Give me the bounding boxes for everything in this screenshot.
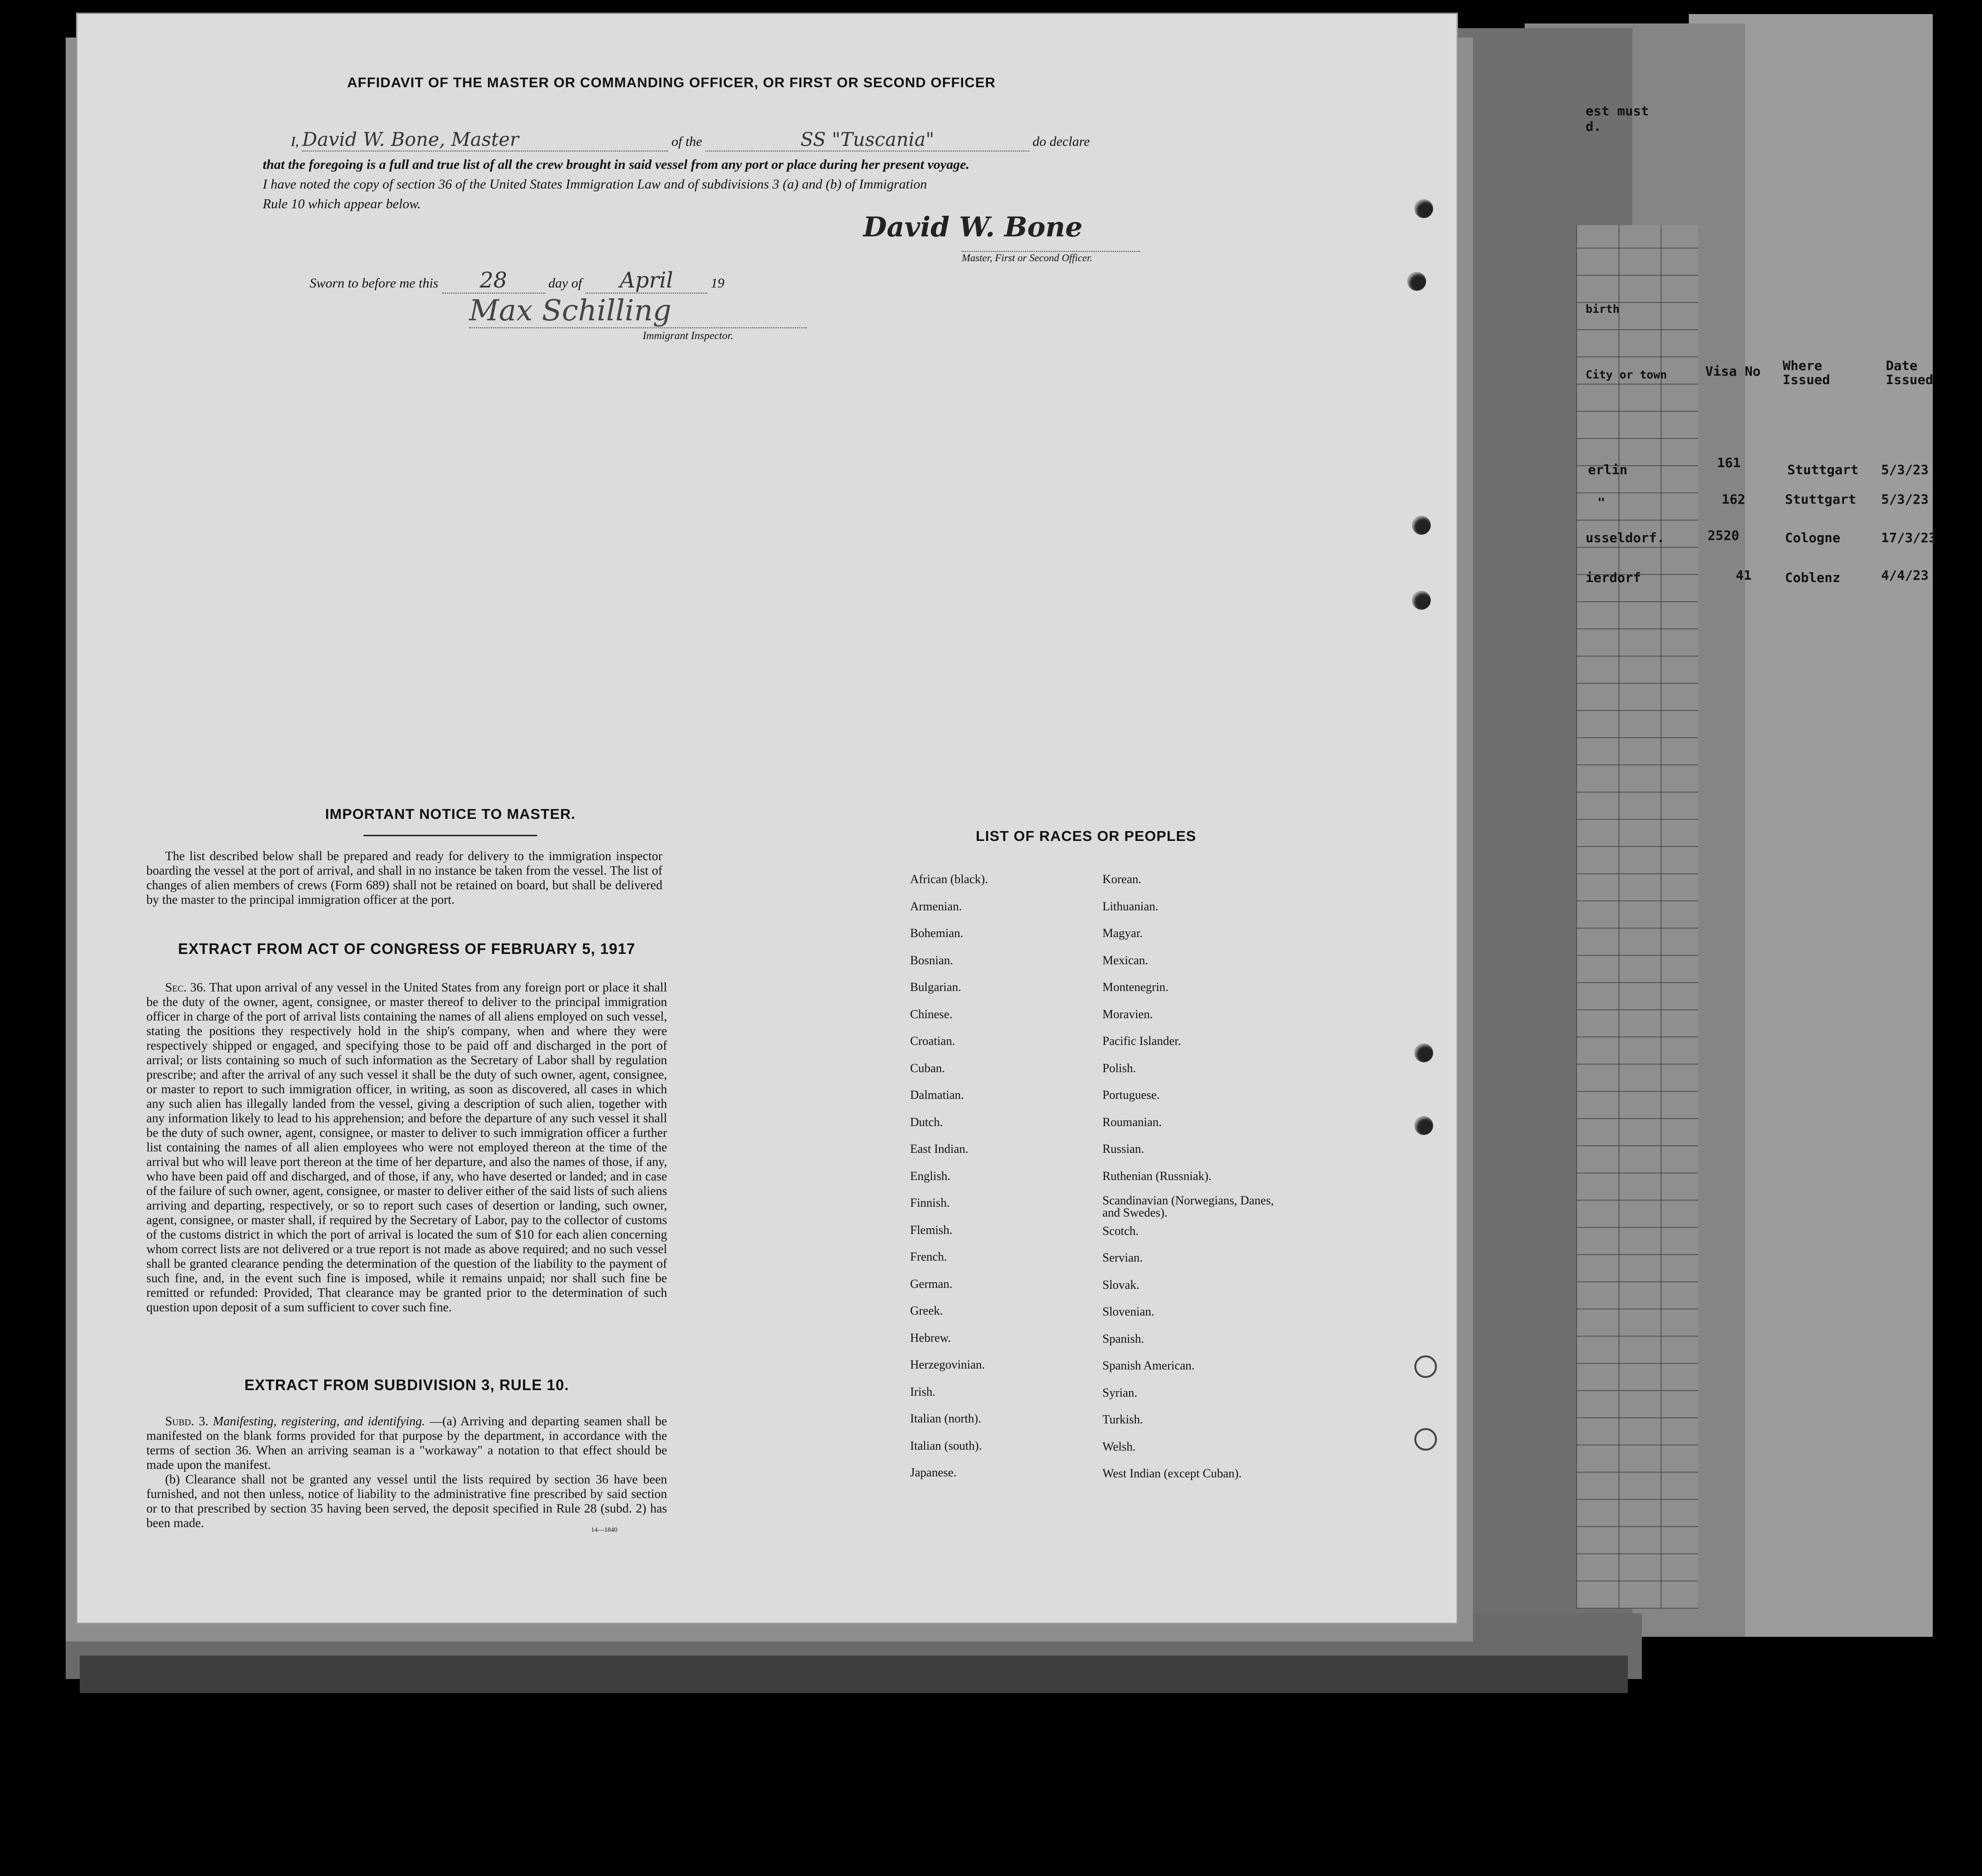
race-item: Italian (south).: [910, 1438, 982, 1452]
year-prefix: 19: [711, 276, 725, 291]
race-item: Herzegovinian.: [910, 1358, 985, 1371]
race-item: Russian.: [1102, 1142, 1144, 1156]
race-item: Mexican.: [1102, 953, 1148, 967]
note-top: est must: [1586, 103, 1649, 119]
race-item: Magyar.: [1102, 926, 1143, 940]
punch-hole: [1414, 1044, 1433, 1062]
row-where: Coblenz: [1785, 570, 1841, 585]
punch-hole: [1412, 591, 1431, 610]
race-item: Spanish.: [1102, 1331, 1144, 1346]
race-item: Bosnian.: [910, 953, 953, 967]
race-item: French.: [910, 1250, 947, 1263]
city-label: City or town: [1586, 368, 1667, 381]
race-item: Montenegrin.: [1102, 980, 1169, 994]
declarant-name: David W. Bone, Master: [302, 129, 668, 151]
table-row: [1597, 495, 1605, 510]
race-item: Finnish.: [910, 1196, 950, 1210]
inspector-caption: Immigrant Inspector.: [643, 330, 733, 341]
row-date: 5/3/23: [1881, 492, 1929, 507]
do-declare-label: do declare: [1033, 134, 1090, 149]
race-item: Bohemian.: [910, 926, 964, 940]
race-item: Korean.: [1102, 872, 1142, 886]
row-where: Cologne: [1785, 530, 1841, 545]
notice-title: IMPORTANT NOTICE TO MASTER.: [325, 806, 576, 822]
race-item: Turkish.: [1102, 1413, 1143, 1426]
race-item: Dutch.: [910, 1115, 943, 1129]
table-row: [1785, 570, 1840, 585]
sworn-label: Sworn to before me this: [310, 276, 439, 291]
race-item: Greek.: [910, 1304, 943, 1317]
table-row: [1881, 530, 1936, 545]
sworn-line: [310, 267, 873, 294]
row-date: 17/3/23: [1881, 530, 1937, 545]
table-row: [1586, 570, 1641, 585]
table-row: [1588, 462, 1627, 477]
notice-body: The list described below shall be prepared and ready for delivery to the immigration inspector boarding the vessel at the port of arrival, and shall in no instance be taken from the vessel. The list of changes of alien members of crews (Form 689) shall not be retained on board, but shall be delivered by the master to the principal immigration officer at the port.: [146, 849, 662, 907]
race-item: Roumanian.: [1102, 1115, 1162, 1129]
race-item: Spanish American.: [1102, 1359, 1195, 1372]
affidavit-line-2: I have noted the copy of section 36 of the United States Immigration Law and of subdivisions 3 (a) and (b) of Immigration: [263, 177, 927, 192]
row-visa: 41: [1736, 567, 1752, 583]
punch-hole: [1414, 1116, 1433, 1135]
sworn-day: 28: [442, 267, 545, 294]
row-where: Stuttgart: [1787, 462, 1859, 477]
visa-header: Visa No: [1705, 363, 1761, 379]
race-item: Cuban.: [910, 1061, 945, 1075]
race-item: Slovenian.: [1102, 1305, 1154, 1318]
race-item: Bulgarian.: [910, 980, 962, 994]
race-item: Japanese.: [910, 1466, 957, 1479]
race-item: Pacific Islander.: [1102, 1034, 1181, 1048]
races-title: LIST OF RACES OR PEOPLES: [976, 828, 1197, 844]
punch-hole: [1414, 1428, 1437, 1451]
affidavit-title: AFFIDAVIT OF THE MASTER OR COMMANDING OFFICER, OR FIRST OR SECOND OFFICER: [347, 75, 996, 91]
table-row: [1736, 567, 1752, 583]
punch-hole: [1412, 516, 1431, 535]
row-visa: 161: [1717, 455, 1741, 470]
races-column-1: [910, 870, 1088, 1490]
rule-para-a-text: —(a) Arriving and departing seamen shall be manifested on the blank forms provided for that purpose by the department, in accordance with the terms of section 36. When an arriving seaman is a "workaway" a notation to that effect should be made upon the manifest.: [146, 1414, 667, 1472]
race-item: Slovak.: [1102, 1278, 1139, 1292]
row-city: erlin: [1588, 462, 1628, 477]
table-row: [1785, 492, 1856, 507]
subd-label: Subd. 3.: [165, 1414, 208, 1428]
race-item: Dalmatian.: [910, 1088, 964, 1102]
act-title: EXTRACT FROM ACT OF CONGRESS OF FEBRUARY 5, 1917: [178, 940, 636, 957]
race-item: Irish.: [910, 1384, 936, 1399]
race-item: Portuguese.: [1102, 1088, 1160, 1102]
race-item: Welsh.: [1102, 1439, 1136, 1453]
race-item: Scandinavian (Norwegians, Danes, and Swedes).: [1102, 1194, 1274, 1219]
table-row: [1881, 567, 1929, 583]
signature-caption: Master, First or Second Officer.: [962, 251, 1140, 264]
race-item: Polish.: [1102, 1061, 1136, 1075]
row-visa: 162: [1722, 492, 1746, 507]
rule-para-b: (b) Clearance shall not be granted any vessel until the lists required by section 36 have been furnished, and not then unless, notice of liability to the administrative fine prescribed by said section or to that prescribed by section 35 having been served, the deposit specified in Rule 28 (subd. 2) has been made.: [146, 1472, 667, 1530]
row-city: ": [1597, 495, 1605, 510]
race-item: African (black).: [910, 872, 988, 886]
sworn-month: April: [585, 267, 707, 294]
race-item: German.: [910, 1277, 953, 1291]
inspector-signature: Max Schilling: [469, 293, 807, 328]
notice-rule: [364, 835, 537, 836]
race-item: Syrian.: [1102, 1385, 1138, 1399]
sec-label: Sec. 36.: [165, 980, 206, 994]
act-body: [146, 980, 667, 1315]
affidavit-body: [263, 155, 1145, 214]
rule-title: EXTRACT FROM SUBDIVISION 3, RULE 10.: [244, 1377, 570, 1393]
row-city: ierdorf: [1586, 570, 1641, 585]
race-item: Scotch.: [1102, 1224, 1139, 1238]
birth-label: birth: [1586, 303, 1620, 316]
table-row: [1708, 528, 1739, 543]
row-city: usseldorf.: [1586, 530, 1665, 545]
race-item: Croatian.: [910, 1034, 956, 1048]
row-date: 4/4/23: [1881, 567, 1929, 583]
race-item: Flemish.: [910, 1223, 953, 1237]
table-row: [1881, 492, 1929, 507]
act-text: That upon arrival of any vessel in the United States from any foreign port or place it shall be the duty of the owner, agent, consignee, or master thereof to deliver to the principal immigration officer in charge of the port of arrival lists containing the names of all aliens employed on such vessel, stating the positions they respectively hold in the ship's company, when and where they were respectively shipped or engaged, and specifying those to be paid off and discharged in the port of arrival; or lists containing so much of such information as the Secretary of Labor shall by regulation prescribe; and after the arrival of any such vessel it shall be the duty of such owner, agent, consignee, or master to report to such immigration officer, in writing, as soon as discovered, all cases in which any such alien has illegally landed from the vessel, giving a description of such alien, together with any information likely to lead to his apprehension; and before the departure of any such vessel it shall be the duty of such owner, agent, consignee, or master to deliver to such immigration officer a further list containing the names of all alien employees who were not employed thereon at the time of the arrival but who will leave port thereon at the time of her departure, and also the names of those, if any, who have been paid off and discharged, and of those, if any, who have deserted or landed; and in case of the failure of such owner, agent, consignee, or master to deliver either of the said lists of such aliens arriving and departing, respectively, or so to report such cases of desertion or landing, such owner, agent, consignee, or master shall, if required by the Secretary of Labor, pay to the collector of customs of the customs district in which the port of arrival is located the sum of $10 for each alien concerning whom correct lists are not delivered or a true report is not made as above required; and no such vessel shall be granted clearance pending the determination of the question of the liability to the payment of such fine, and, in the event such fine is imposed, while it remains unpaid; nor shall such fine be remitted or refunded: Provided, That clearance may be granted prior to the determination of such question upon deposit of a sum sufficient to cover such fine.: [146, 980, 667, 1314]
table-row: [1785, 530, 1840, 545]
i-label: I,: [291, 134, 299, 149]
form-number: 14—1840: [591, 1527, 617, 1534]
race-item: English.: [910, 1169, 950, 1183]
punch-hole: [1407, 272, 1426, 291]
affidavit-line-1: that the foregoing is a full and true list of all the crew brought in said vessel from any port or place during her present voyage.: [263, 157, 970, 172]
race-item: Servian.: [1102, 1251, 1143, 1264]
race-item: Chinese.: [910, 1007, 953, 1021]
table-row: [1586, 530, 1665, 545]
stack-bottom-edge-dark: [80, 1656, 1628, 1693]
race-item: Armenian.: [910, 899, 962, 913]
race-item: West Indian (except Cuban).: [1102, 1467, 1242, 1480]
race-item: Ruthenian (Russniak).: [1102, 1169, 1212, 1183]
vessel-name: SS "Tuscania": [706, 129, 1029, 151]
note-top-2: d.: [1586, 119, 1602, 134]
row-visa: 2520: [1708, 528, 1739, 543]
race-item: Lithuanian.: [1102, 899, 1159, 913]
underlying-note: [1586, 103, 1649, 134]
date-header: Date Issued: [1886, 358, 1934, 387]
where-header: Where Issued: [1783, 358, 1830, 387]
race-item: Hebrew.: [910, 1331, 951, 1345]
punch-hole: [1414, 199, 1433, 218]
race-item: East Indian.: [910, 1142, 969, 1156]
rule-para-a: [146, 1414, 667, 1472]
declaration-line: [291, 129, 1149, 151]
punch-hole: [1414, 1355, 1437, 1378]
race-item: Italian (north).: [910, 1412, 981, 1425]
table-row: [1881, 462, 1929, 477]
subd-heading: Manifesting, registering, and identifying.: [213, 1414, 425, 1428]
race-item: Moravien.: [1102, 1007, 1153, 1021]
ruled-grid-strip: [1576, 225, 1698, 1609]
affidavit-line-3: Rule 10 which appear below.: [263, 197, 421, 212]
day-of-label: day of: [548, 276, 582, 291]
of-the-label: of the: [671, 134, 702, 149]
master-signature: David W. Bone: [863, 211, 1083, 243]
table-row: [1717, 455, 1741, 470]
row-where: Stuttgart: [1785, 492, 1856, 507]
table-row: [1722, 492, 1746, 507]
table-row: [1787, 462, 1859, 477]
row-date: 5/3/23: [1881, 462, 1929, 477]
rule-body: [146, 1414, 667, 1530]
races-column-2: [1102, 870, 1290, 1491]
